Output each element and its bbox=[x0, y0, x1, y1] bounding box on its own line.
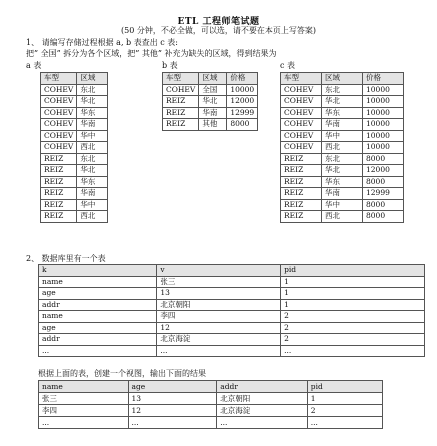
table-c-label: c 表 bbox=[280, 61, 296, 70]
table-cell: 12000 bbox=[363, 165, 404, 177]
table-cell: age bbox=[39, 322, 157, 334]
table-cell: addr bbox=[39, 334, 157, 346]
table-cell: COHEV bbox=[281, 142, 322, 154]
table-cell: 其他 bbox=[199, 119, 227, 131]
column-header: 车型 bbox=[281, 73, 322, 85]
table-cell: REIZ bbox=[41, 188, 77, 200]
table-row bbox=[41, 107, 108, 119]
table-cell: 华东 bbox=[322, 107, 363, 119]
table-cell: 华南 bbox=[77, 188, 108, 200]
table-row bbox=[281, 199, 404, 211]
table-cell: 2 bbox=[281, 311, 425, 323]
table-cell: 张三 bbox=[157, 276, 281, 288]
table-cell: 8000 bbox=[363, 199, 404, 211]
table-cell: ... bbox=[217, 417, 308, 429]
table-cell: 华中 bbox=[322, 130, 363, 142]
table-row bbox=[39, 276, 425, 288]
column-header: pid bbox=[281, 265, 425, 277]
table-cell: 全国 bbox=[199, 84, 227, 96]
table-row bbox=[281, 107, 404, 119]
table-row bbox=[281, 176, 404, 188]
table-row bbox=[39, 393, 383, 405]
column-header: name bbox=[39, 381, 129, 393]
table-cell: 13 bbox=[128, 393, 217, 405]
table-b-label: b 表 bbox=[162, 61, 178, 70]
table-cell: REIZ bbox=[281, 188, 322, 200]
table-cell: REIZ bbox=[281, 211, 322, 223]
table-cell: 10000 bbox=[363, 142, 404, 154]
table-cell: 西北 bbox=[322, 211, 363, 223]
table-cell: 12 bbox=[157, 322, 281, 334]
table-cell: 华南 bbox=[199, 107, 227, 119]
table-cell: REIZ bbox=[281, 176, 322, 188]
table-cell: 10000 bbox=[363, 130, 404, 142]
table-cell: COHEV bbox=[281, 96, 322, 108]
table-cell: 华南 bbox=[77, 119, 108, 131]
column-header: 区域 bbox=[199, 73, 227, 85]
question-1-text: 1、 请编写存储过程根据 a, b 表查出 c 表: bbox=[26, 38, 178, 47]
table-cell: 2 bbox=[281, 334, 425, 346]
table-cell: 华东 bbox=[77, 107, 108, 119]
table-cell: 华北 bbox=[77, 96, 108, 108]
table-cell: name bbox=[39, 311, 157, 323]
table-cell: 李四 bbox=[39, 405, 129, 417]
table-cell: 12000 bbox=[227, 96, 258, 108]
table-header-row bbox=[39, 381, 383, 393]
table-row bbox=[39, 417, 383, 429]
table-cell: REIZ bbox=[163, 96, 199, 108]
table-cell: 10000 bbox=[363, 96, 404, 108]
table-cell: 12999 bbox=[363, 188, 404, 200]
table-cell: 华南 bbox=[322, 119, 363, 131]
table-cell: ... bbox=[39, 345, 157, 357]
table-header-row bbox=[281, 73, 404, 85]
table-row bbox=[163, 96, 258, 108]
table-cell: 1 bbox=[281, 299, 425, 311]
table-row bbox=[39, 299, 425, 311]
table-cell: COHEV bbox=[41, 142, 77, 154]
table-cell: REIZ bbox=[41, 199, 77, 211]
table-header-row bbox=[39, 265, 425, 277]
column-header: v bbox=[157, 265, 281, 277]
table-cell: 10000 bbox=[363, 119, 404, 131]
table-cell: 华中 bbox=[77, 130, 108, 142]
table-cell: 张三 bbox=[39, 393, 129, 405]
table-cell: COHEV bbox=[281, 84, 322, 96]
table-cell: ... bbox=[128, 417, 217, 429]
table-cell: COHEV bbox=[41, 96, 77, 108]
table-cell: 10000 bbox=[363, 107, 404, 119]
column-header: 车型 bbox=[41, 73, 77, 85]
table-cell: REIZ bbox=[281, 199, 322, 211]
table-row bbox=[281, 153, 404, 165]
column-header: pid bbox=[307, 381, 382, 393]
table-cell: 东北 bbox=[322, 84, 363, 96]
table-cell: REIZ bbox=[163, 107, 199, 119]
table-cell: COHEV bbox=[41, 119, 77, 131]
page-title: ETL 工程师笔试题 bbox=[177, 17, 260, 27]
column-header: addr bbox=[217, 381, 308, 393]
table-row bbox=[41, 188, 108, 200]
table-cell: name bbox=[39, 276, 157, 288]
table-cell: 8000 bbox=[363, 211, 404, 223]
table-cell: ... bbox=[307, 417, 382, 429]
table-a-label: a 表 bbox=[26, 61, 42, 70]
table-row bbox=[41, 130, 108, 142]
table-row bbox=[163, 84, 258, 96]
question-2-text: 2、 数据库里有一个表 bbox=[26, 254, 106, 263]
table-cell: REIZ bbox=[281, 165, 322, 177]
table-row bbox=[41, 176, 108, 188]
column-header: 价格 bbox=[227, 73, 258, 85]
table-row bbox=[41, 165, 108, 177]
table-row bbox=[41, 96, 108, 108]
table-cell: 北京朝阳 bbox=[217, 393, 308, 405]
table-cell: COHEV bbox=[281, 107, 322, 119]
table-cell: 华北 bbox=[199, 96, 227, 108]
table-cell: 10000 bbox=[227, 84, 258, 96]
table-a bbox=[40, 72, 108, 223]
table-cell: 1 bbox=[281, 288, 425, 300]
table-cell: addr bbox=[39, 299, 157, 311]
table-cell: ... bbox=[157, 345, 281, 357]
column-header: 价格 bbox=[363, 73, 404, 85]
table-cell: 8000 bbox=[363, 153, 404, 165]
table-cell: REIZ bbox=[281, 153, 322, 165]
column-header: 区域 bbox=[77, 73, 108, 85]
table-cell: 8000 bbox=[227, 119, 258, 131]
table-c bbox=[280, 72, 404, 223]
column-header: age bbox=[128, 381, 217, 393]
table-cell: COHEV bbox=[41, 84, 77, 96]
column-header: k bbox=[39, 265, 157, 277]
table-row bbox=[281, 119, 404, 131]
table-cell: 华北 bbox=[77, 165, 108, 177]
question-1-instruction: 把” 全国” 拆分为各个区域，把” 其他” 补充为缺失的区域，得到结果为 bbox=[26, 49, 277, 58]
table-cell: COHEV bbox=[41, 130, 77, 142]
table-header-row bbox=[41, 73, 108, 85]
table-cell: 西北 bbox=[77, 211, 108, 223]
table-cell: 华东 bbox=[322, 176, 363, 188]
table-cell: REIZ bbox=[41, 153, 77, 165]
table-row bbox=[281, 130, 404, 142]
table-cell: 1 bbox=[307, 393, 382, 405]
table-cell: 华北 bbox=[322, 96, 363, 108]
table-cell: REIZ bbox=[41, 176, 77, 188]
table-row bbox=[39, 311, 425, 323]
table-cell: 1 bbox=[281, 276, 425, 288]
table-row bbox=[41, 119, 108, 131]
table-cell: 华东 bbox=[77, 176, 108, 188]
table-cell: 东北 bbox=[77, 84, 108, 96]
table-header-row bbox=[163, 73, 258, 85]
table-cell: 西北 bbox=[322, 142, 363, 154]
table-row bbox=[41, 84, 108, 96]
table-cell: 8000 bbox=[363, 176, 404, 188]
table-cell: COHEV bbox=[163, 84, 199, 96]
table-cell: REIZ bbox=[163, 119, 199, 131]
table-row bbox=[41, 211, 108, 223]
table-row bbox=[39, 345, 425, 357]
table-row bbox=[281, 84, 404, 96]
table-cell: 2 bbox=[307, 405, 382, 417]
table-cell: 2 bbox=[281, 322, 425, 334]
page-subtitle: (50 分钟，不必全做，可以选，请不要在本页上写答案) bbox=[121, 26, 316, 35]
table-cell: 北京朝阳 bbox=[157, 299, 281, 311]
table-kv bbox=[38, 264, 425, 357]
table-row bbox=[281, 188, 404, 200]
table-b bbox=[162, 72, 258, 131]
table-row bbox=[39, 334, 425, 346]
table-row bbox=[281, 142, 404, 154]
column-header: 区域 bbox=[322, 73, 363, 85]
table-row bbox=[41, 142, 108, 154]
table-cell: 东北 bbox=[322, 153, 363, 165]
table-cell: 西北 bbox=[77, 142, 108, 154]
table-cell: 12 bbox=[128, 405, 217, 417]
table-cell: 华北 bbox=[322, 165, 363, 177]
table-cell: COHEV bbox=[281, 130, 322, 142]
table-row bbox=[41, 153, 108, 165]
table-cell: 李四 bbox=[157, 311, 281, 323]
table-row bbox=[39, 405, 383, 417]
table-cell: COHEV bbox=[41, 107, 77, 119]
table-cell: 10000 bbox=[363, 84, 404, 96]
table-cell: ... bbox=[39, 417, 129, 429]
table-cell: 华中 bbox=[322, 199, 363, 211]
table-row bbox=[281, 165, 404, 177]
table-result bbox=[38, 380, 383, 429]
table-cell: COHEV bbox=[281, 119, 322, 131]
table-cell: age bbox=[39, 288, 157, 300]
table-row bbox=[39, 288, 425, 300]
table-row bbox=[163, 107, 258, 119]
table-row bbox=[281, 211, 404, 223]
column-header: 车型 bbox=[163, 73, 199, 85]
table-row bbox=[39, 322, 425, 334]
table-cell: 12999 bbox=[227, 107, 258, 119]
table-cell: 北京海淀 bbox=[157, 334, 281, 346]
table-cell: REIZ bbox=[41, 211, 77, 223]
table-row bbox=[41, 199, 108, 211]
table-row bbox=[163, 119, 258, 131]
table-row bbox=[281, 96, 404, 108]
table-cell: REIZ bbox=[41, 165, 77, 177]
table-cell: 北京海淀 bbox=[217, 405, 308, 417]
table-cell: 华南 bbox=[322, 188, 363, 200]
table-cell: 东北 bbox=[77, 153, 108, 165]
question-3-text: 根据上面的表，创建一个视图，输出下面的结果 bbox=[38, 369, 206, 378]
table-cell: 华中 bbox=[77, 199, 108, 211]
table-cell: ... bbox=[281, 345, 425, 357]
table-cell: 13 bbox=[157, 288, 281, 300]
